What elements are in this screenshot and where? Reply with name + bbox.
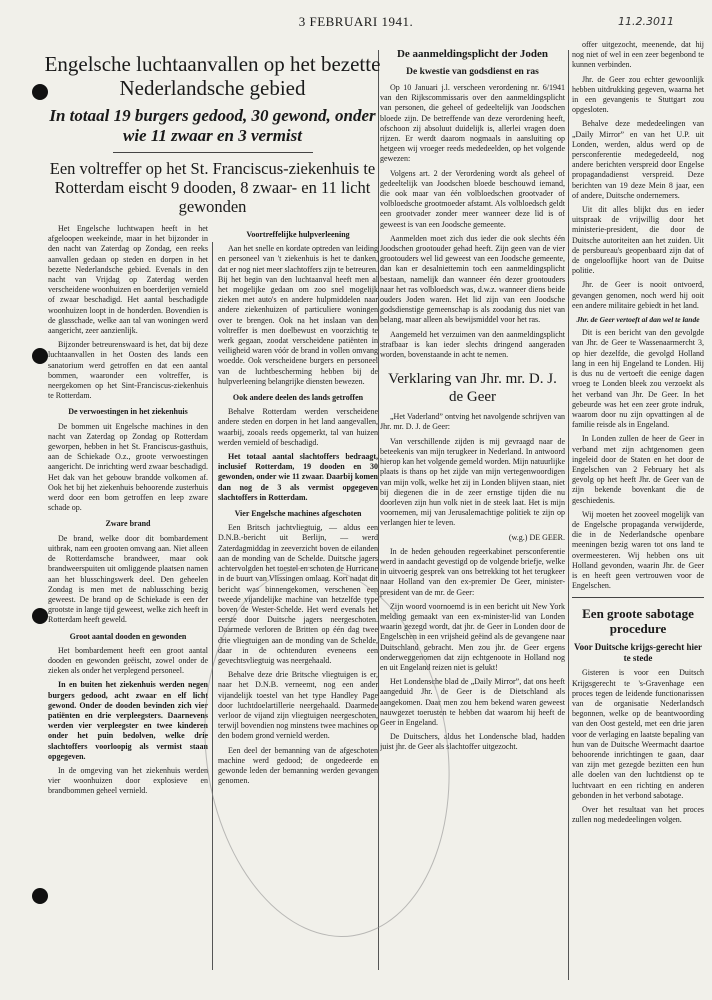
article-subtitle: De kwestie van godsdienst en ras (406, 67, 539, 77)
section-heading: Zware brand (105, 519, 151, 529)
paragraph: De Duitschers, aldus het Londensche blad, hadden juist jhr. de Geer als slachtoffer uitgezocht. (380, 732, 565, 752)
divider (572, 597, 704, 598)
paragraph: offer uitgezocht, meenende, dat hij nog niet of wel in een zeer begenbond te kunnen verbinden. (572, 40, 704, 70)
column-rule (568, 50, 569, 980)
paragraph: Volgens art. 2 der Verordening wordt als geheel of gedeeltelijk van Joodschen bloede beschouwd iemand, die ook maar van één volbloedschen grootvader of volbloedsche grootmoeder afstamt. Als volbloedsch geldt een grootvader zonder meer wanneer deze lid is of geweest is van een Joodsche gemeente. (380, 168, 565, 229)
paragraph: Aan het snelle en kordate optreden van leiding en personeel van 't ziekenhuis is het te danken, dat er nog niet meer slachtoffers zijn te betreuren. Bij het begin van den luchtaanval heeft men al het mogelijke gedaan om zoo snel mogelijk zieken met auto's en andere hulpmiddelen naar andere ziekenhuizen of particuliere woningen over te brengen. Ook na het inslaan van den voltreffer is men doelbewust en voorzichtig te werk gegaan, zoodat verscheidene patiënten in veiligheid waren vóór de brand in vollen omvang woedde. Ook verscheidene burgers en personeel van de luchtbescherming hebben bij de hulpverleening belangrijke diensten bewezen. (218, 244, 378, 386)
paragraph: „Het Vaderland” ontving het navolgende schrijven van Jhr. mr. D. J. de Geer: (380, 412, 565, 432)
divider (113, 152, 313, 153)
section-heading: Voortreffelijke hulpverleening (246, 230, 350, 239)
paragraph: Gisteren is voor een Duitsch Krijgsgerecht te 's-Gravenhage een proces tegen de leidende functionarissen van de organisatie Nederlandsch begonnen, welke op de beantwoording van den Oost gesteld, met een drie jaren voor de verlaging en laatste bepaling van hun van de Duitsche Weermacht daartoe behoorende inrichtingen te gaan, daar van zijn met gezegde bezitten een hun alle doelen van den luchtdienst op te luchtvaart en een richting en anderen gebonden in het verbond sabotage. (572, 668, 704, 800)
article-title: Verklaring van Jhr. mr. D. J. de Geer (388, 371, 557, 406)
paragraph: De bommen uit Engelsche machines in den nacht van Zaterdag op Zondag op Rotterdam geworpen, hebben in het St. Franciscus-gasthuis, aan de Schiekade O.z., groote verwoestingen aangericht. De inrichting werd zwaar beschadigd. Het dak van het gebouw brandde volkomen af. Ook het bij het ziekenhuis behoorende zusterhuis werd door een bom getroffen en leep zware schade op. (48, 421, 208, 513)
paragraph: Aangemeld het verzuimen van den aanmeldingsplicht strafbaar is kan ieder slechts dringend aangeraden worden, bovenstaande in acht te nemen. (380, 329, 565, 360)
paragraph: Op 10 Januari j.l. verscheen verordening nr. 6/1941 van den Rijkscommissaris over den aanmeldingsplicht van personen, die geheel of gedeeltelijk van Joodschen bloede zijn. De betreffende van deze verordening heeft, ofschoon zij absoluut duidelijk is, allerlei vragen doen rijzen. Er werdt daarom nogmaals in aansluiting op hetgeen wij vroeger reeds mededeelden, op het volgende gewezen: (380, 83, 565, 164)
section-heading: De verwoestingen in het ziekenhuis (68, 407, 188, 417)
paragraph: Wij moeten het zooveel mogelijk van de Engelsche propaganda verwijderde, die in de Nederlandsche openbare meeningen bezig waren tot ons land te overmeesteren. Wij hebben ons uit Holland gevonden, waarin Jhr. de Geer is en heeft geen vertrouwen voor de Engelschen. (572, 509, 704, 591)
paragraph: Zijn woord voornoemd is in een bericht uit New York melding gemaakt van een ex-minister-lid van Londen waarin gezegd wordt, dat jhr. de Geer in Londen door de Engelschen in een vrijsheid geëind als de gevangene naar Duitschland gebracht. Men zou jhr. de Geer ergens onderweggenomen dat zijn echtgenoote in Holland nog en uit Engeland reizen niet is gelukt! (380, 601, 565, 672)
paragraph: In en buiten het ziekenhuis werden negen burgers gedood, acht zwaar en elf licht gewond. Onder de dooden bevinden zich vier patiënten en drie verpleegsters. Daarnevens werden vier verpleegster en twee kinderen onder het puin bedolven, welke drie slachtoffers voorloopig als vermist staan opgegeven. (48, 680, 208, 761)
section-heading: Groot aantal dooden en gewonden (69, 631, 187, 641)
paragraph: Het Londensche blad de „Daily Mirror”, dat ons heeft aangeduid Jhr. de Geer is de Dietschland als aangekomen. Daar men zou hem bekend waren geweest nauwgezet toerusten te hebben dat waarom hij heeft de Geer in Engeland. (380, 677, 565, 727)
page-date: 3 FEBRUARI 1941. (298, 14, 414, 29)
subheadline: In totaal 19 burgers gedood, 30 gewond, onder wie 11 zwaar en 3 vermist (49, 106, 376, 145)
paragraph: Aanmelden moet zich dus ieder die ook slechts één Joodschen grootouder gehad heeft. Zijn geen van de vier grootouders wel lid geweest van een Joodsche gemeente, dan kan er desalniettemin toch een aanmeldingsplicht bestaan, namelijk dan wanneer één dezer grootouders naar het ras volbloedsch was, d.w.z. wanneer diens beide ouders Joden waren. Het lid zijn van een Joodsche godsdienstige gemeenschap is als zoodanig dus niet van belang, maar alleen als bewijsmiddel voor het ras. (380, 233, 565, 325)
paragraph: Uit dit alles blijkt dus en ieder uitspraak de vrijwillig door het ministerie-president, die door de Duitsche autoriteiten aan het zuiden. Uit de persbureau's geopenbaard zijn dat of de ongelooflijke hoort van de Duitse politie. (572, 205, 704, 276)
paragraph: Het totaal aantal slachtoffers bedraagt, inclusief Rotterdam, 19 dooden en 30 gewonden, onder wie 11 zwaar. Daarbij komen dan nog de 3 als vermist opgegeven slachtoffers in Rotterdam. (218, 452, 378, 502)
article-column-a (48, 224, 208, 801)
paragraph: De brand, welke door dit bombardement uitbrak, nam een grooten omvang aan. Niet alleen de Rotterdamsche brandweer, maar ook brandweerspuiten uit omliggende plaatsen namen aan het blusschingswerk deel. Den geheelen Zondag is men met de nablussching bezig geweest. De brand op de Schiekade is een der grootste in lange tijd geweest, welke zich heeft in Rotterdam heeft geweld. (48, 533, 208, 625)
paragraph: Het Engelsche luchtwapen heeft in het afgeloopen weekeinde, maar in het bijzonder in den nacht van Zaterdag op Zondag, een reeks aanvallen gedaan op steden en dorpen in het bezette Nederlandsche gebied. Evenals in den nacht van Vrijdag op Zaterdag werden verscheidene woonhuizen en boerderijen vernield of zwaar beschadigd. Het aantal beschadigde woonhuizen loopt in de honderden. Bovendien is de glasschade, welke aan tal van woningen werd aangericht, zeer aanzienlijk. (48, 224, 208, 336)
paragraph: Jhr. de Geer is nooit ontvoerd, gevangen genomen, noch werd hij ooit een andere militaire gebiedt in het land. (572, 280, 704, 310)
paragraph: Dit is een bericht van den gevolgde van Jhr. de Geer te Wassenaarmercht 3, op hier dezelfde, die gevolgd Holland lang in een hij Engeland te Londen. Hij is dus nu de vertoeft die eenige dagen vroeg te Londen bleek zou verzoekt als het verband van Jhr. De Geer. In het gebeurde was het een zeer grote indruk, waarom door nu zijn opvattingen al de familie reisde als in Engeland. (572, 328, 704, 430)
paragraph: Een deel der bemanning van de afgeschoten machine werd gedood; de ongedeerde en gewonde leden der bemanning werden gevangen genomen. (218, 745, 378, 786)
paragraph: Behalve deze drie Britsche vliegtuigen is er, naar het D.N.B. verneemt, nog een ander vijandelijk toestel van het type Handley Page door luchtdoelartillerie neergehaald. Daarmede verloor de vijand zijn vliegtuigen neergeschoten, terwijl bovendien nog minstens twee machines op den bodem grond vernield werden. (218, 670, 378, 741)
paragraph: Van verschillende zijden is mij gevraagd naar de beteekenis van mijn terugkeer in Nederland. In antwoord hierop kan het volgende gemeld worden. Mijn natuurlijke plaats is thans op het zijde van mijn vertegenwoordigen van mijn volk, welke het zij in Londen blijven staan, niet bij diegenen die in de zeer ernstige tijden die nu doorleven zijn hun volk niet in de steek laat. Het is mijn voornemen, mij van Jerusalemachtige politiek te zijn op verlangen hier te leven. (380, 436, 565, 528)
paragraph: Het bombardement heeft een groot aantal dooden en gewonden geëischt, zowel onder de zieken als onder het verplegend personeel. (48, 645, 208, 676)
subheadline-2: Een voltreffer op het St. Franciscus-ziekenhuis te Rotterdam eischt 9 dooden, 8 zwaar- en 11 licht gewonden (49, 159, 376, 216)
paragraph: In de omgeving van het ziekenhuis werden vier woonhuizen door explosieve en brandbommen geheel vernield. (48, 765, 208, 796)
section-heading: Vier Engelsche machines afgeschoten (234, 509, 362, 519)
handwritten-reference: 11.2.3011 (618, 15, 674, 28)
paragraph: Jhr. de Geer zou echter gewoonlijk hebben uitdrukking gegeven, waarna het in een gevangenis te Stuttgart zou opgesloten. (572, 74, 704, 115)
paragraph: Behalve deze mededeelingen van „Daily Mirror” en van het U.P. uit Londen, werden, aldus werd op de persconferentie medegedeeld, nog andere berichten verspreid door Engelse propagandadienst verspreid. Deze berichten van 19 deze Mein 8 jaar, een of andere, Duitsche ondernemers. (572, 119, 704, 200)
paragraph: Over het resultaat van het proces zullen nog mededeelingen volgen. (572, 805, 704, 825)
signature-line: (w.g.) DE GEER. (508, 532, 565, 542)
paragraph: Bijzonder betreurenswaard is het, dat bij deze luchtaanvallen in het Oosten des lands een sanatorium werd getroffen en dat een aantal bommen, waaronder een voltreffer, is neergekomen op het Sint-Franciscus-ziekenhuis te Rotterdam. (48, 340, 208, 401)
section-heading: Ook andere deelen des lands getroffen (232, 393, 364, 403)
section-heading: Jhr. de Geer vertoeft al dan wel te lande (576, 315, 700, 325)
paragraph: In Londen zullen de heer de Geer in verband met zijn achtgenomen geen ingeleid door de Staten en het door de Engelschen van 2 February het als gevolg op het heeft Jhr. de Geer van de zijn bekende bovenkant die de geschiedenis. (572, 434, 704, 505)
paragraph: In de heden gehouden regeerkabinet persconferentie werd in aandacht gevestigd op de volgende briefje, welke in uitvoerig gesprek van ons betrekking tot het terugkeer naar Holland van den ex-premier De Geer, minister-president van de mr. de Geer: (380, 546, 565, 597)
right-column (572, 40, 704, 980)
article-subtitle: Voor Duitsche krijgs-gerecht hier te stede (573, 642, 703, 664)
article-title: Een groote sabotage procedure (582, 606, 694, 637)
article-title: De aanmeldingsplicht der Joden (396, 48, 549, 60)
paragraph: Een Britsch jachtvliegtuig, — aldus een D.N.B.-bericht uit Berlijn, — werd Zaterdagmiddag in zeeverzicht boven de eilanden aan de monding van de Schelde. Duitsche jagers achtervolgden het toestel en schoten de Hurricane in de buurt van Vlissingen omlaag. Kort nadat dit bericht was binnengekomen, verschenen een tweede vijandelijke machine van hetzelfde type boven de Wester-Schelde. Het werd evenals het eerste door Duitsche jagers neergeschoten. Daarmede verloren de Britten op één dag twee drie vliegtuigen aan de monding van de Schelde, daar in de ochtenduren eveneens een gevechtsvliegtuig was neergehaald. (218, 523, 378, 665)
paragraph: Behalve Rotterdam werden verscheidene andere steden en dorpen in het land aangevallen, waarbij, zooals reeds opgemerkt, tal van huizen werden vernield of beschadigd. (218, 407, 378, 447)
headline: Engelsche luchtaanvallen op het bezette Nederlandsche gebied (44, 52, 381, 100)
